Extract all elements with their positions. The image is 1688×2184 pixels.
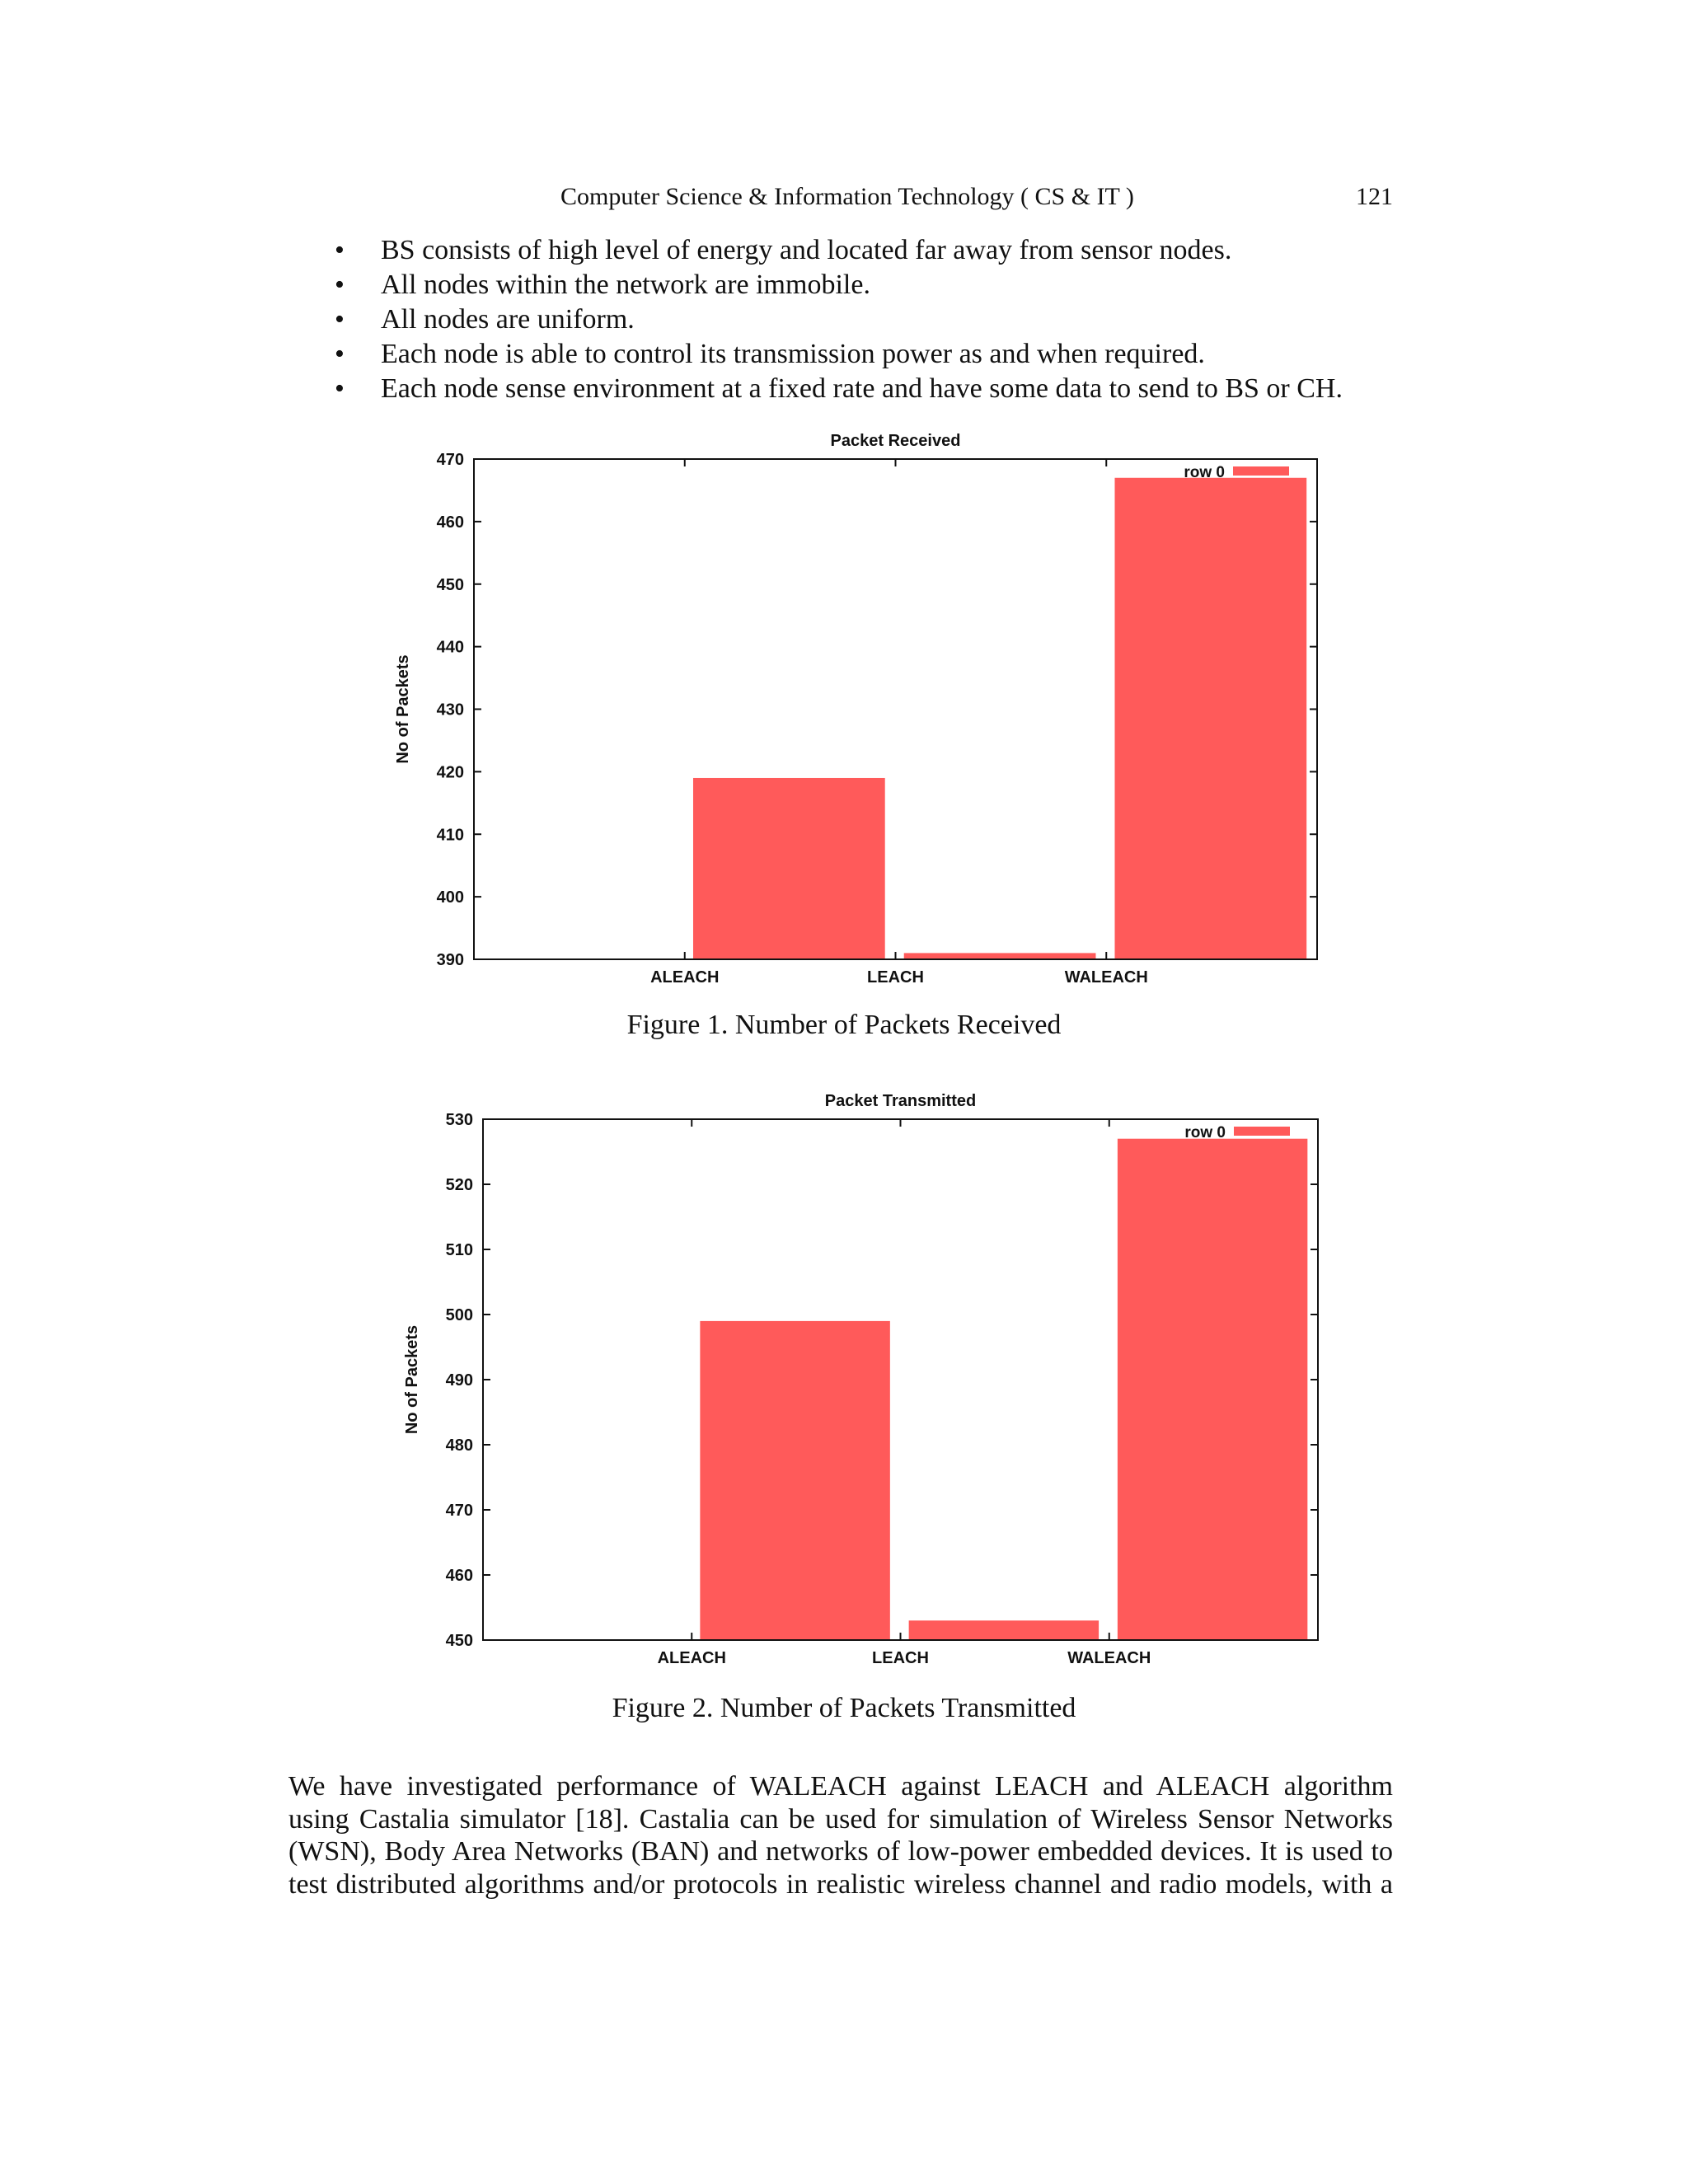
y-tick-label: 430 bbox=[436, 701, 464, 719]
list-item-text: All nodes within the network are immobile. bbox=[381, 269, 870, 300]
y-tick-label: 420 bbox=[436, 763, 464, 782]
bullet-icon: • bbox=[335, 304, 345, 335]
legend-swatch bbox=[1233, 466, 1289, 476]
x-tick-label: WALEACH bbox=[1067, 1649, 1151, 1667]
paragraph-line: (WSN), Body Area Networks (BAN) and networks of low-power embedded devices. It is used to bbox=[288, 1836, 1393, 1867]
y-tick-label: 400 bbox=[436, 888, 464, 907]
bar bbox=[1118, 1139, 1307, 1640]
y-tick-label: 480 bbox=[445, 1436, 473, 1455]
bar bbox=[909, 1620, 1099, 1640]
y-tick-label: 450 bbox=[445, 1632, 473, 1650]
bar bbox=[693, 778, 885, 959]
y-tick-label: 530 bbox=[445, 1111, 473, 1129]
chart-title: Packet Transmitted bbox=[824, 1092, 977, 1110]
bar bbox=[1114, 478, 1306, 959]
y-tick-label: 510 bbox=[445, 1241, 473, 1259]
list-item bbox=[330, 372, 1343, 406]
paragraph-line: test distributed algorithms and/or protocols in realistic wireless channel and radio models, with a bbox=[288, 1868, 1393, 1900]
y-tick-label: 450 bbox=[436, 575, 464, 594]
packet-received-chart-svg bbox=[363, 412, 1327, 989]
x-tick-label: ALEACH bbox=[650, 968, 720, 987]
page-number: 121 bbox=[1356, 183, 1393, 210]
bullet-icon: • bbox=[335, 269, 345, 300]
list-item-text: Each node sense environment at a fixed rate and have some data to send to BS or CH. bbox=[381, 373, 1343, 404]
journal-title: Computer Science & Information Technology ( CS & IT ) bbox=[560, 183, 1134, 210]
list-item bbox=[330, 233, 1343, 268]
paragraph-line: We have investigated performance of WALEACH against LEACH and ALEACH algorithm bbox=[288, 1771, 1393, 1802]
list-item bbox=[330, 268, 1343, 302]
y-tick-label: 470 bbox=[436, 451, 464, 469]
y-tick-label: 470 bbox=[445, 1502, 473, 1520]
list-item-text: Each node is able to control its transmission power as and when required. bbox=[381, 339, 1205, 369]
y-tick-label: 500 bbox=[445, 1306, 473, 1324]
assumption-list bbox=[330, 233, 1343, 406]
paragraph-line: using Castalia simulator [18]. Castalia can be used for simulation of Wireless Sensor Networks bbox=[288, 1803, 1393, 1835]
figure-1-caption: Figure 1. Number of Packets Received bbox=[626, 1010, 1062, 1040]
y-tick-label: 520 bbox=[445, 1176, 473, 1194]
list-item-text: BS consists of high level of energy and located far away from sensor nodes. bbox=[381, 235, 1232, 265]
legend-swatch bbox=[1234, 1127, 1290, 1136]
bar bbox=[904, 953, 1096, 959]
y-tick-label: 410 bbox=[436, 826, 464, 845]
figure-2-caption: Figure 2. Number of Packets Transmitted bbox=[612, 1693, 1076, 1723]
bullet-icon: • bbox=[335, 235, 345, 265]
list-item-text: All nodes are uniform. bbox=[381, 304, 635, 335]
bar bbox=[700, 1321, 889, 1640]
y-tick-label: 390 bbox=[436, 951, 464, 969]
packet-received-chart bbox=[363, 412, 1327, 989]
y-tick-label: 440 bbox=[436, 638, 464, 657]
bullet-icon: • bbox=[335, 373, 345, 404]
x-tick-label: LEACH bbox=[867, 968, 924, 987]
packet-transmitted-chart bbox=[363, 1069, 1327, 1671]
list-item bbox=[330, 302, 1343, 337]
y-tick-label: 490 bbox=[445, 1371, 473, 1390]
x-tick-label: LEACH bbox=[872, 1649, 929, 1667]
chart-title: Packet Received bbox=[830, 432, 961, 450]
legend-label: row 0 bbox=[1184, 1124, 1226, 1141]
legend-label: row 0 bbox=[1184, 464, 1225, 481]
x-tick-label: WALEACH bbox=[1064, 968, 1148, 987]
y-tick-label: 460 bbox=[445, 1567, 473, 1585]
y-tick-label: 460 bbox=[436, 513, 464, 532]
y-axis-label: No of Packets bbox=[403, 1324, 421, 1435]
bullet-icon: • bbox=[335, 339, 345, 369]
packet-transmitted-chart-svg bbox=[363, 1069, 1327, 1671]
list-item bbox=[330, 337, 1343, 372]
running-header bbox=[288, 183, 1393, 219]
x-tick-label: ALEACH bbox=[657, 1649, 726, 1667]
body-paragraph bbox=[288, 1770, 1393, 1900]
y-axis-label: No of Packets bbox=[394, 654, 412, 764]
